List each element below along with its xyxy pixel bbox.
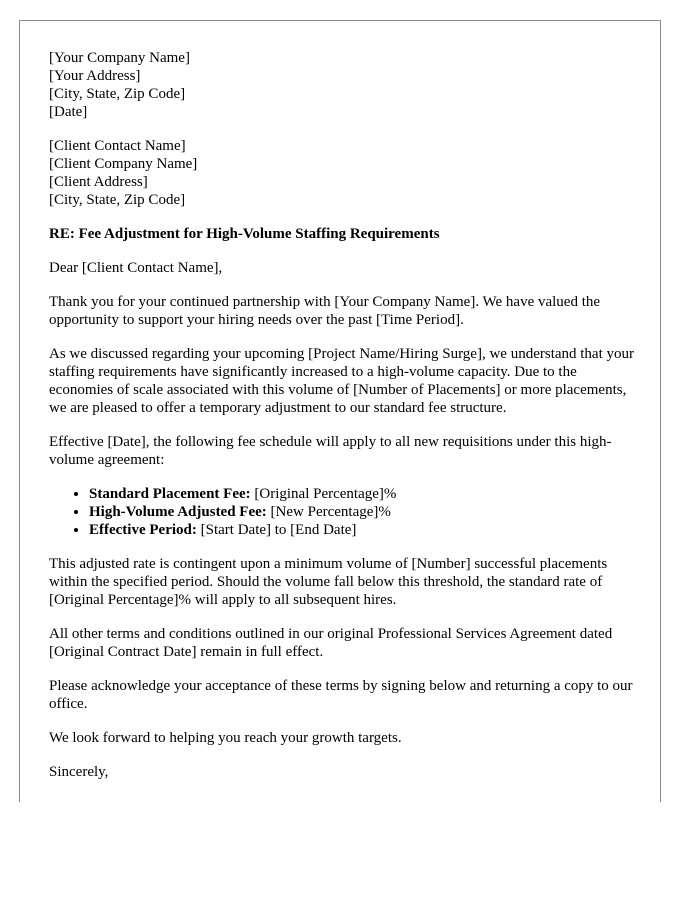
- paragraph-discussion: As we discussed regarding your upcoming [Project Name/Hiring Surge], we understand that your staffing requirements have significantly increased to a high-volume capacity. Due to the economies of scale associated with this volume of [Number of Placements] or more placements, we are pleased to offer a temporary adjustment to our standard fee structure.: [49, 346, 635, 416]
- term-label: Standard Placement Fee:: [89, 486, 251, 502]
- subject-line: RE: Fee Adjustment for High-Volume Staffing Requirements: [49, 226, 440, 242]
- recipient-city-state-zip: [City, State, Zip Code]: [49, 192, 186, 208]
- sender-address: [Your Address]: [49, 68, 141, 84]
- paragraph-terms: All other terms and conditions outlined in our original Professional Services Agreement dated [Original Contract Date] remain in full effect.: [49, 626, 613, 660]
- sign-off: Sincerely,: [49, 764, 109, 780]
- term-value: [New Percentage]%: [266, 504, 391, 520]
- letter-date: [Date]: [49, 104, 88, 120]
- recipient-address-block: [49, 137, 639, 209]
- list-item: [89, 521, 639, 539]
- sender-city-state-zip: [City, State, Zip Code]: [49, 86, 186, 102]
- paragraph-contingency: This adjusted rate is contingent upon a minimum volume of [Number] successful placements within the specified period. Should the volume fall below this threshold, the standard rate of [Original Percentage]% will apply to all subsequent hires.: [49, 556, 608, 608]
- sender-address-block: [49, 49, 639, 121]
- letter-page: [19, 20, 661, 802]
- list-item: [89, 503, 639, 521]
- recipient-address: [Client Address]: [49, 174, 148, 190]
- term-label: Effective Period:: [89, 522, 197, 538]
- paragraph-closing: We look forward to helping you reach your growth targets.: [49, 730, 402, 746]
- letter-body: [49, 49, 639, 797]
- paragraph-intro: Thank you for your continued partnership with [Your Company Name]. We have valued the opportunity to support your hiring needs over the past [Time Period].: [49, 294, 601, 328]
- recipient-contact-name: [Client Contact Name]: [49, 138, 186, 154]
- paragraph-fee-schedule: Effective [Date], the following fee schedule will apply to all new requisitions under this high-volume agreement:: [49, 434, 612, 468]
- term-label: High-Volume Adjusted Fee:: [89, 504, 267, 520]
- recipient-company-name: [Client Company Name]: [49, 156, 198, 172]
- term-value: [Original Percentage]%: [250, 486, 397, 502]
- fee-terms-list: [49, 485, 639, 539]
- list-item: [89, 485, 639, 503]
- salutation: Dear [Client Contact Name],: [49, 260, 223, 276]
- sender-company-name: [Your Company Name]: [49, 50, 190, 66]
- term-value: [Start Date] to [End Date]: [196, 522, 357, 538]
- paragraph-acknowledge: Please acknowledge your acceptance of these terms by signing below and returning a copy to our office.: [49, 678, 633, 712]
